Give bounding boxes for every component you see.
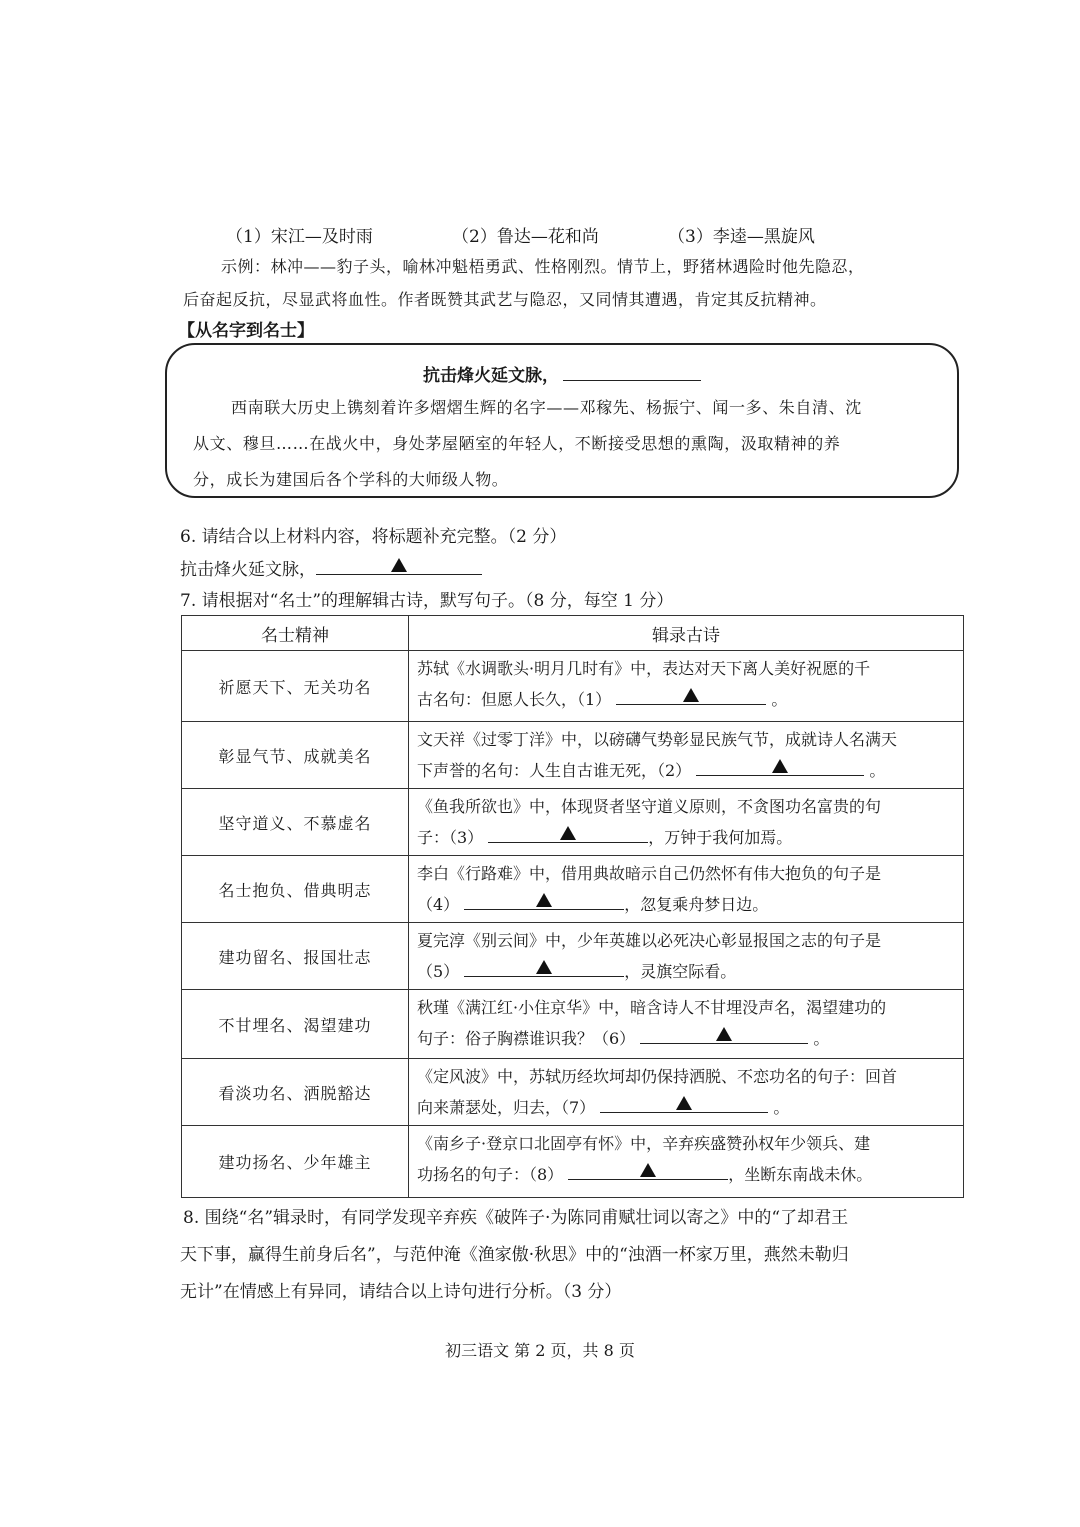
poem-cell — [409, 1059, 964, 1126]
answer-blank-1[interactable] — [616, 686, 766, 705]
table-row — [182, 1059, 964, 1126]
poem-suffix: 。 — [773, 1098, 790, 1117]
poem-cell — [409, 923, 964, 990]
poem-prefix: 下声誉的名句：人生自古谁无死，（2） — [417, 761, 692, 780]
table-header — [182, 616, 964, 651]
table-row — [182, 1126, 964, 1198]
poem-prefix: 向来萧瑟处，归去，（7） — [417, 1098, 596, 1117]
poem-table — [181, 615, 964, 1198]
question-8-line-1: 8. 围绕“名”辑录时，有同学发现辛弃疾《破阵子·为陈同甫赋壮词以寄之》中的“了却君王 — [183, 1208, 849, 1228]
triangle-icon — [716, 1027, 732, 1041]
poem-suffix: 。 — [813, 1029, 830, 1048]
answer-blank-4[interactable] — [464, 891, 624, 910]
option-1: （1）宋江—及时雨 — [226, 227, 373, 247]
spirit-cell: 建功扬名、少年雄主 — [182, 1126, 409, 1198]
spirit-cell: 祈愿天下、无关功名 — [182, 651, 409, 722]
option-2: （2）鲁达—花和尚 — [452, 227, 599, 247]
poem-suffix: ，灵旗空际看。 — [624, 962, 737, 981]
poem-line: 文天祥《过零丁洋》中，以磅礴气势彰显民族气节，成就诗人名满天 — [417, 730, 898, 749]
table-row — [182, 651, 964, 722]
table-row — [182, 856, 964, 923]
spirit-cell: 看淡功名、洒脱豁达 — [182, 1059, 409, 1126]
table-row — [182, 722, 964, 789]
answer-blank-2[interactable] — [696, 757, 864, 776]
material-box — [165, 343, 959, 498]
poem-cell — [409, 1126, 964, 1198]
box-line-3: 分，成长为建国后各个学科的大师级人物。 — [193, 470, 509, 489]
option-3: （3）李逵—黑旋风 — [668, 227, 815, 247]
triangle-icon — [536, 893, 552, 907]
poem-cell — [409, 789, 964, 856]
question-6: 6. 请结合以上材料内容，将标题补充完整。（2 分） — [180, 527, 567, 547]
triangle-icon — [683, 688, 699, 702]
triangle-icon — [772, 759, 788, 773]
poem-cell — [409, 651, 964, 722]
spirit-cell: 名士抱负、借典明志 — [182, 856, 409, 923]
question-8-line-3: 无计”在情感上有异同，请结合以上诗句进行分析。（3 分） — [180, 1282, 622, 1302]
poem-suffix: ，忽复乘舟梦日边。 — [624, 895, 769, 914]
table-row — [182, 990, 964, 1059]
table-row — [182, 789, 964, 856]
q6-prefix: 抗击烽火延文脉， — [180, 560, 316, 580]
triangle-icon — [676, 1096, 692, 1110]
triangle-icon — [560, 826, 576, 840]
question-6-answer — [180, 555, 482, 580]
answer-blank-7[interactable] — [600, 1094, 768, 1113]
poem-line: 《定风波》中，苏轼历经坎坷却仍保持洒脱、不恋功名的句子：回首 — [417, 1067, 898, 1086]
poem-suffix: 。 — [771, 690, 788, 709]
triangle-icon — [640, 1163, 656, 1177]
poem-line: 李白《行路难》中，借用典故暗示自己仍然怀有伟大抱负的句子是 — [417, 864, 882, 883]
poem-cell — [409, 722, 964, 789]
section-title: 【从名字到名士】 — [178, 321, 314, 341]
example-line-2: 后奋起反抗，尽显武将血性。作者既赞其武艺与隐忍，又同情其遭遇，肯定其反抗精神。 — [183, 290, 827, 309]
header-spirit: 名士精神 — [182, 616, 409, 651]
poem-prefix: 句子：俗子胸襟谁识我？（6） — [417, 1029, 636, 1048]
box-line-2: 从文、穆旦……在战火中，身处茅屋陋室的年轻人，不断接受思想的熏陶，汲取精神的养 — [193, 434, 841, 453]
question-8-line-2: 天下事，赢得生前身后名”，与范仲淹《渔家傲·秋思》中的“浊酒一杯家万里，燕然未勒归 — [180, 1245, 849, 1265]
poem-line: 《鱼我所欲也》中，体现贤者坚守道义原则，不贪图功名富贵的句 — [417, 797, 882, 816]
spirit-cell: 坚守道义、不慕虚名 — [182, 789, 409, 856]
poem-prefix: （5） — [417, 962, 460, 981]
poem-line: 《南乡子·登京口北固亭有怀》中，辛弃疾盛赞孙权年少领兵、建 — [417, 1134, 871, 1153]
poem-suffix: ，坐断东南战未休。 — [728, 1165, 873, 1184]
poem-cell — [409, 990, 964, 1059]
answer-blank-5[interactable] — [464, 958, 624, 977]
spirit-cell: 建功留名、报国壮志 — [182, 923, 409, 990]
poem-prefix: （4） — [417, 895, 460, 914]
example-line-1: 示例：林冲——豹子头，喻林冲魁梧勇武、性格刚烈。情节上，野猪林遇险时他先隐忍， — [221, 257, 865, 276]
page-footer: 初三语文 第 2 页，共 8 页 — [445, 1341, 635, 1360]
table-row — [182, 923, 964, 990]
poem-prefix: 古名句：但愿人长久，（1） — [417, 690, 612, 709]
poem-line: 苏轼《水调歌头·明月几时有》中，表达对天下离人美好祝愿的千 — [417, 659, 871, 678]
poem-suffix: 。 — [869, 761, 886, 780]
title-blank — [563, 366, 701, 381]
spirit-cell: 不甘埋名、渴望建功 — [182, 990, 409, 1059]
poem-cell — [409, 856, 964, 923]
poem-suffix: ，万钟于我何加焉。 — [648, 828, 793, 847]
poem-line: 秋瑾《满江红·小住京华》中，暗含诗人不甘埋没声名，渴望建功的 — [417, 998, 887, 1017]
box-title — [167, 361, 957, 386]
answer-blank-8[interactable] — [568, 1161, 728, 1180]
triangle-icon — [391, 558, 407, 572]
header-poem: 辑录古诗 — [409, 616, 964, 651]
box-line-1: 西南联大历史上镌刻着许多熠熠生辉的名字——邓稼先、杨振宁、闻一多、朱自清、沈 — [231, 398, 862, 417]
poem-line: 夏完淳《别云间》中，少年英雄以必死决心彰显报国之志的句子是 — [417, 931, 882, 950]
question-7: 7. 请根据对“名士”的理解辑古诗，默写句子。（8 分，每空 1 分） — [180, 591, 674, 611]
answer-blank-3[interactable] — [488, 824, 648, 843]
triangle-icon — [536, 960, 552, 974]
answer-blank-q6[interactable] — [316, 556, 482, 575]
spirit-cell: 彰显气节、成就美名 — [182, 722, 409, 789]
poem-prefix: 子：（3） — [417, 828, 484, 847]
box-title-text: 抗击烽火延文脉， — [423, 366, 559, 386]
poem-prefix: 功扬名的句子：（8） — [417, 1165, 564, 1184]
answer-blank-6[interactable] — [640, 1025, 808, 1044]
